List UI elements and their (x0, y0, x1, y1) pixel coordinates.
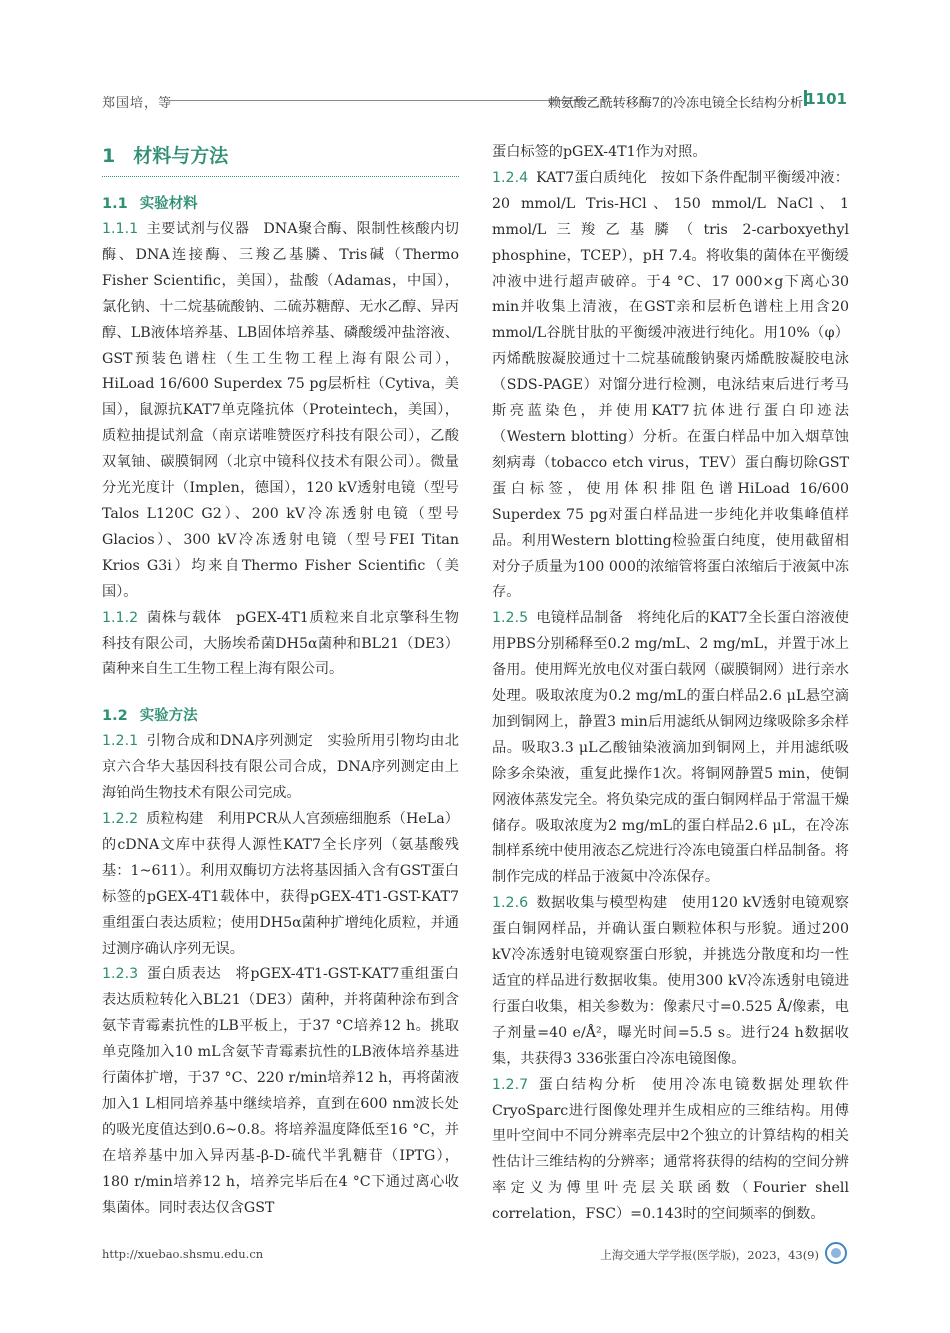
paragraph-1-2-4 (492, 166, 849, 606)
subsection-number: 1.2 (102, 708, 128, 725)
paragraph-text: 使用120 kV透射电镜观察蛋白铜网样品，并确认蛋白颗粒体积与形貌。通过200 kV冷冻透射电镜观察蛋白形貌，并挑选分散度和均一性适宜的样品进行数据收集。使用300 kV冷冻透射电镜进行蛋白收集，相关参数为：像素尺寸=0.525 Å/像素，电子剂量=40 e/Å²，曝光时间=5.5 s。进行24 h数据收集，共获得3 336张蛋白冷冻电镜图像。 (492, 895, 849, 1067)
paragraph-number: 1.1.2 (102, 609, 139, 626)
paragraph-text: 按如下条件配制平衡缓冲液：20 mmol/L Tris-HCl、150 mmol/L NaCl、1 mmol/L三羧乙基膦（tris 2-carboxyethyl phosphine，TCEP），pH 7.4。将收集的菌体在平衡缓冲液中进行超声破碎。于4 °C、17 000×g下离心30 min并收集上清液，在GST亲和层析色谱柱上用含20 mmol/L谷胱甘肽的平衡缓冲液进行纯化。用10%（φ）丙烯酰胺凝胶通过十二烷基硫酸钠聚丙烯酰胺凝胶电泳（SDS-PAGE）对馏分进行检测，电泳结束后进行考马斯亮蓝染色，并使用KAT7抗体进行蛋白印迹法（Western blotting）分析。在蛋白样品中加入烟草蚀刻病毒（tobacco etch virus，TEV）蛋白酶切除GST蛋白标签，使用体积排阻色谱HiLoad 16/600 Superdex 75 pg对蛋白样品进一步纯化并收集峰值样品。利用Western blotting检验蛋白纯度，使用截留相对分子质量为100 000的浓缩管将蛋白浓缩后于液氮中冻存。 (492, 169, 849, 601)
paragraph-number: 1.2.2 (102, 811, 139, 828)
paragraph-1-2-2 (102, 807, 459, 962)
paragraph-text: 将pGEX-4T1-GST-KAT7重组蛋白表达质粒转化入BL21（DE3）菌种，并将菌种涂布到含氨苄青霉素抗性的LB平板上，于37 °C培养12 h。挑取单克隆加入10 mL含氨苄青霉素抗性的LB液体培养基进行菌体扩增，于37 °C、220 r/min培养12 h，再将菌液加入1 L相同培养基中继续培养，直到在600 nm波长处的吸光度值达到0.6~0.8。将培养温度降低至16 °C，并在培养基中加入异丙基-β-D-硫代半乳糖苷（IPTG），180 r/min培养12 h，培养完毕后在4 °C下通过离心收集菌体。同时表达仅含GST (102, 966, 459, 1216)
journal-citation: 上海交通大学学报(医学版)，2023，43(9) (600, 1248, 819, 1262)
paragraph-text: 将纯化后的KAT7全长蛋白溶液使用PBS分别稀释至0.2 mg/mL、2 mg/mL，并置于冰上备用。使用辉光放电仪对蛋白载网（碳膜铜网）进行亲水处理。吸取浓度为0.2 mg/mL的蛋白样品2.6 μL悬空滴加到铜网上，静置3 min后用滤纸从铜网边缘吸除多余样品。吸取3.3 μL乙酸铀染液滴加到铜网上，并用滤纸吸除多余染液，重复此操作1次。将铜网静置5 min，使铜网液体蒸发完全。将负染完成的蛋白铜网样品于常温干燥储存。吸取浓度为2 mg/mL的蛋白样品2.6 μL，在冷冻制样系统中使用液态乙烷进行冷冻电镜蛋白样品制备。将制作完成的样品于液氮中冷冻保存。 (492, 610, 849, 886)
paragraph-title: 蛋白质表达 (146, 966, 222, 983)
subsection-number: 1.1 (102, 196, 128, 212)
running-authors: 郑国培，等 (102, 96, 173, 111)
right-column (492, 140, 849, 1228)
paragraph-title: 质粒构建 (146, 811, 204, 828)
page-header (102, 90, 847, 110)
paragraph-1-2-6 (492, 891, 849, 1072)
paragraph-text: 实验所用引物均由北京六合华大基因科技有限公司合成，DNA序列测定由上海铂尚生物技术有限公司完成。 (102, 733, 459, 802)
paragraph-1-1-2 (102, 606, 459, 684)
paragraph-title: 蛋白结构分析 (536, 1076, 639, 1093)
page-number: 1101 (805, 90, 847, 108)
paragraph-number: 1.2.7 (492, 1076, 529, 1093)
paragraph-1-2-3-continued (492, 140, 849, 166)
paragraph-title: KAT7蛋白质纯化 (536, 169, 647, 186)
section-heading-1 (102, 140, 459, 176)
paragraph-1-2-5 (492, 606, 849, 891)
paragraph-number: 1.2.4 (492, 169, 529, 186)
section-number: 1 (102, 145, 116, 167)
paragraph-1-2-3 (102, 962, 459, 1221)
subsection-title: 实验方法 (139, 708, 198, 725)
paragraph-text: pGEX-4T1质粒来自北京擎科生物科技有限公司，大肠埃希菌DH5α菌种和BL21（DE3）菌种来自生工生物工程上海有限公司。 (102, 609, 459, 678)
paragraph-text: DNA聚合酶、限制性核酸内切酶、DNA连接酶、三羧乙基膦、Tris碱（Thermo Fisher Scientific，美国），盐酸（Adamas，中国），氯化钠、十二烷基硫酸钠、二硫苏糖醇、无水乙醇、异丙醇、LB液体培养基、LB固体培养基、磷酸缓冲盐溶液、GST预装色谱柱（生工生物工程上海有限公司），HiLoad 16/600 Superdex 75 pg层析柱（Cytiva，美国），鼠源抗KAT7单克隆抗体（Proteintech，美国），质粒抽提试剂盒（南京诺唯赞医疗科技有限公司），乙酸双氧铀、碳膜铜网（北京中镜科仪技术有限公司）。微量分光光度计（Implen，德国），120 kV透射电镜（型号Talos L120C G2）、200 kV冷冻透射电镜（型号Glacios）、300 kV冷冻透射电镜（型号FEI Titan Krios G3i）均来自Thermo Fisher Scientific（美国）。 (102, 221, 459, 600)
paragraph-title: 电镜样品制备 (536, 610, 624, 627)
subsection-heading-1-1 (102, 191, 459, 217)
subsection-heading-1-2 (102, 703, 459, 729)
journal-url: http://xuebao.shsmu.edu.cn (102, 1247, 264, 1261)
paragraph-text: 利用PCR从人宫颈癌细胞系（HeLa）的cDNA文库中获得人源性KAT7全长序列（氨基酸残基：1~611）。利用双酶切方法将基因插入含有GST蛋白标签的pGEX-4T1载体中，获得pGEX-4T1-GST-KAT7重组蛋白表达质粒；使用DH5α菌种扩增纯化质粒，并通过测序确认序列无误。 (102, 811, 459, 957)
paragraph-number: 1.2.6 (492, 895, 529, 912)
left-column (102, 140, 459, 1222)
paragraph-1-2-1 (102, 729, 459, 807)
paragraph-text: 使用冷冻电镜数据处理软件CryoSparc进行图像处理并生成相应的三维结构。用傅里叶空间中不同分辨率壳层中2个独立的计算结构的相关性估计三维结构的分辨率；通常将获得的结构的空间分辨率定义为傅里叶壳层关联函数（Fourier shell correlation，FSC）=0.143时的空间频率的倒数。 (492, 1076, 849, 1223)
paragraph-text: 蛋白标签的pGEX-4T1作为对照。 (492, 144, 707, 160)
spacer (102, 683, 459, 703)
paragraph-title: 数据收集与模型构建 (536, 895, 668, 912)
paragraph-title: 菌株与载体 (146, 609, 223, 626)
paragraph-title: 引物合成和DNA序列测定 (146, 733, 314, 750)
paragraph-title: 主要试剂与仪器 (146, 221, 250, 237)
paragraph-1-2-7 (492, 1073, 849, 1228)
paragraph-number: 1.2.1 (102, 733, 139, 750)
journal-logo-icon (825, 1242, 847, 1264)
section-title: 材料与方法 (133, 145, 229, 167)
paragraph-number: 1.2.3 (102, 966, 139, 983)
paragraph-number: 1.1.1 (102, 221, 139, 237)
subsection-title: 实验材料 (139, 196, 198, 212)
running-title: 赖氨酸乙酰转移酶7的冷冻电镜全长结构分析 (547, 96, 803, 111)
page-footer (102, 1245, 847, 1265)
header-rule (164, 100, 597, 101)
paragraph-number: 1.2.5 (492, 610, 529, 627)
paragraph-1-1-1 (102, 217, 459, 606)
section-divider (102, 176, 459, 177)
